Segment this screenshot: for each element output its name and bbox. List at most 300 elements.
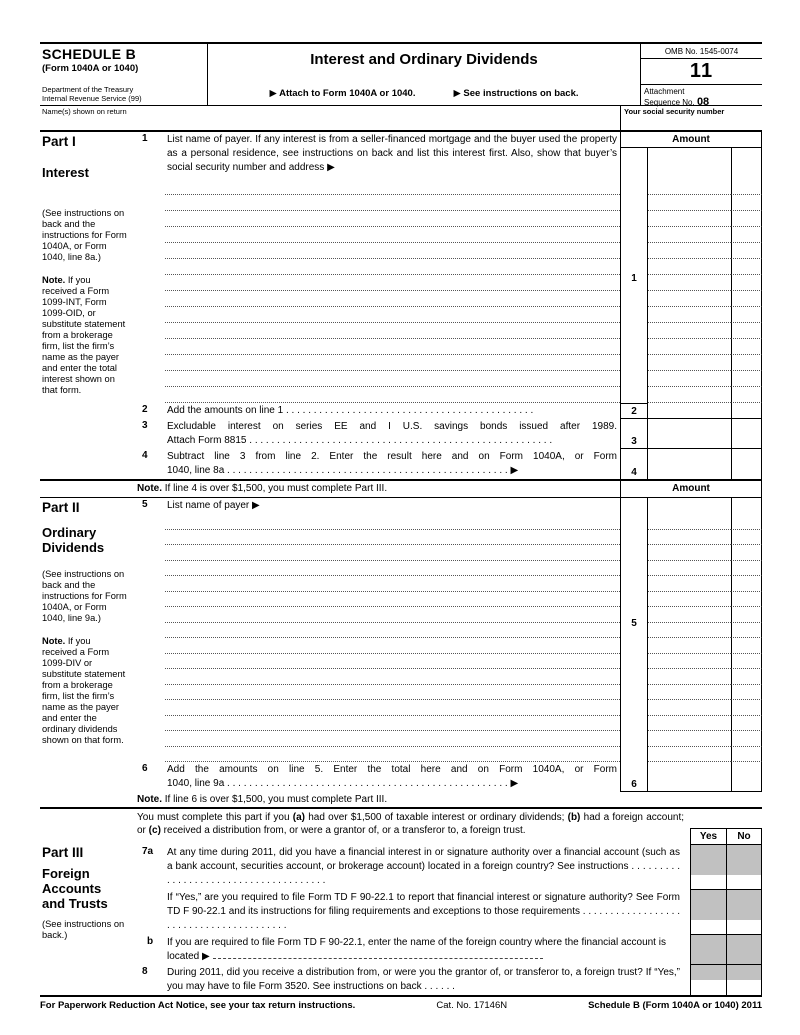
amount-cents-cell[interactable] (731, 371, 762, 387)
amount-cents-cell[interactable] (731, 227, 762, 243)
part1-sidebar-note: Note. If you received a Form 1099-INT, Form 1099-OID, or substitute statement from a brokerage firm, list the firm’s name as the payer and enter the total interest shown on that form. (42, 275, 126, 395)
amount-entry-cell[interactable] (648, 654, 731, 670)
row-spacer (135, 323, 165, 339)
amount-entry-cell[interactable] (648, 623, 731, 639)
question-7a-number: 7a (142, 846, 154, 857)
payer-entry-line[interactable] (165, 195, 620, 211)
payer-entry-line[interactable] (165, 275, 620, 291)
form-header-left (40, 44, 208, 105)
payer-entry-row (135, 685, 762, 701)
payer-entry-row (135, 654, 762, 670)
row-spacer (135, 227, 165, 243)
row-spacer (135, 638, 165, 654)
amount-cents-cell[interactable] (731, 179, 762, 195)
question-7b-no-column (726, 935, 762, 965)
shaded-cell (727, 935, 761, 965)
question-7a2-row (135, 890, 762, 935)
line5-box-column (620, 685, 648, 701)
paperwork-notice: For Paperwork Reduction Act Notice, see your tax return instructions. (40, 1000, 356, 1011)
payer-entry-line[interactable] (165, 607, 620, 623)
question-7a2-yes-column (690, 890, 726, 935)
part2-bottom-note-row (40, 792, 762, 809)
question-7a-no-column (726, 845, 762, 890)
part1-label: Part I (42, 134, 76, 149)
row-spacer (135, 607, 165, 623)
part2-see-instructions: (See instructions on back and the instructions for Form 1040A, or Form 1040, line 9a.) (42, 569, 127, 623)
question-8-no-column (726, 965, 762, 995)
payer-entry-row (135, 243, 762, 259)
payer-entry-row (135, 211, 762, 227)
amount-cents-cell[interactable] (731, 243, 762, 259)
part1-see-instructions: (See instructions on back and the instructions for Form 1040A, or Form 1040, line 8a.) (42, 208, 127, 262)
line1-box-column (620, 211, 648, 227)
payer-entry-row (135, 323, 762, 339)
amount-cents-cell[interactable] (731, 716, 762, 732)
amount-cents-cell[interactable] (731, 607, 762, 623)
part3-sidebar (40, 809, 135, 995)
question-7a-row (135, 845, 762, 890)
part3-title: Foreign Accounts and Trusts (42, 866, 108, 911)
line1-box-column (620, 243, 648, 259)
line4-number: 4 (142, 450, 148, 461)
payer-entry-line[interactable] (165, 243, 620, 259)
part2-sidebar (40, 498, 135, 792)
amount-entry-cell[interactable] (648, 747, 731, 763)
line6-text: Add the amounts on line 5. Enter the total here and on Form 1040A, or Form 1040, line 9a . . . . . . . . . . . . . . . . . . . . . . . . . . . . . . . . . . . . . . . . . . . . . . . . . . . ▶ (167, 764, 617, 790)
amount-cents-cell[interactable] (731, 307, 762, 323)
payer-entry-line[interactable] (165, 179, 620, 195)
payer-entry-line[interactable] (165, 716, 620, 732)
agency-labels (42, 85, 203, 103)
amount-entry-cell[interactable] (648, 514, 731, 530)
see-instruction: ▶ See instructions on back. (453, 88, 579, 99)
line3-amount-cell[interactable] (648, 419, 731, 449)
form-header (40, 42, 762, 106)
line2-number: 2 (142, 404, 148, 415)
amount-cents-cell[interactable] (731, 654, 762, 670)
row-spacer (135, 747, 165, 763)
yes-column-header: Yes (690, 828, 726, 845)
answer-7a-no[interactable] (727, 875, 761, 890)
line2-amount-cell[interactable] (648, 403, 731, 419)
amount-entry-cell[interactable] (648, 716, 731, 732)
sequence-label: Sequence No. (644, 98, 695, 107)
payer-entry-row (135, 561, 762, 577)
part1-title: Interest (42, 165, 89, 180)
payer-entry-row (135, 227, 762, 243)
row-spacer (135, 561, 165, 577)
question-8-text: During 2011, did you receive a distribution from, or were you the grantor of, or transferor to, a foreign trust? If “Yes,” you may have to file Form 3520. See instructions on back . . . . . . (167, 967, 680, 993)
row-spacer (135, 514, 165, 530)
line5-box-column (620, 545, 648, 561)
row-spacer (135, 275, 165, 291)
line2-text: Add the amounts on line 1 . . . . . . . . . . . . . . . . . . . . . . . . . . . . . . . . . . . . . . . . . . . . . (167, 405, 534, 416)
payer-entry-line[interactable] (165, 545, 620, 561)
payer-entry-row (135, 195, 762, 211)
payer-entry-line[interactable] (165, 592, 620, 608)
part3-see-instructions: (See instructions on back.) (42, 919, 125, 940)
row-spacer (135, 291, 165, 307)
question-7a-yes-column (690, 845, 726, 890)
line5-box-column (620, 716, 648, 732)
amount-entry-cell[interactable] (648, 638, 731, 654)
amount-cents-cell[interactable] (731, 561, 762, 577)
line1-box-column (620, 195, 648, 211)
amount-entry-cell[interactable] (648, 700, 731, 716)
line1-box-column (620, 227, 648, 243)
part1-amount-header: Amount (620, 132, 762, 148)
payer-entry-row (135, 259, 762, 275)
amount-cents-cell[interactable] (731, 259, 762, 275)
amount-entry-cell[interactable] (648, 211, 731, 227)
tax-year (641, 59, 762, 85)
line5-box-column (620, 731, 648, 747)
amount-entry-cell[interactable] (648, 387, 731, 403)
amount-cents-cell[interactable] (731, 355, 762, 371)
line2-box: 2 (620, 403, 648, 419)
payer-entry-line[interactable] (165, 259, 620, 275)
question-7a2-number (135, 890, 165, 935)
row-spacer (135, 623, 165, 639)
line3-box: 3 (620, 419, 648, 449)
amount-cents-cell[interactable] (731, 669, 762, 685)
line1-instructions: List name of payer. If any interest is from a seller-financed mortgage and the buyer used the property as a personal residence, see instructions on back and list this interest first. Also, show that buyer’s social security number and address ▶ (167, 134, 617, 174)
payer-entry-line[interactable] (165, 307, 620, 323)
line5-box-column (620, 576, 648, 592)
payer-entry-row (135, 700, 762, 716)
name-field-label: Name(s) shown on return (42, 107, 127, 116)
attachment-label: Attachment (644, 87, 685, 96)
line3-number: 3 (142, 420, 148, 431)
line5-box-column (620, 747, 648, 763)
row-spacer (135, 716, 165, 732)
payer-entry-row (135, 291, 762, 307)
row-spacer (135, 731, 165, 747)
payer-entry-row (135, 275, 762, 291)
line5-box-number: 5 (631, 618, 637, 630)
name-field[interactable] (40, 106, 620, 130)
line5-box-column (620, 638, 648, 654)
payer-entry-line[interactable] (165, 747, 620, 763)
row-spacer (135, 530, 165, 546)
line4-box: 4 (620, 449, 648, 479)
part1-bottom-note-row (40, 479, 762, 498)
line5-box-column (620, 498, 648, 514)
line5-row (135, 498, 762, 514)
line1-box-column (620, 355, 648, 371)
tax-year-suffix: 11 (689, 60, 714, 82)
payer-entry-line[interactable] (165, 530, 620, 546)
answer-8-yes[interactable] (691, 980, 726, 995)
payer-entry-row (135, 339, 762, 355)
row-spacer (135, 355, 165, 371)
part1-section (40, 132, 762, 479)
amount-entry-cell[interactable] (648, 371, 731, 387)
shaded-cell (691, 845, 726, 875)
row-spacer (135, 592, 165, 608)
amount-cents-cell[interactable] (731, 700, 762, 716)
form-reference: (Form 1040A or 1040) (42, 63, 139, 74)
part1-body (135, 132, 762, 479)
payer-entry-row (135, 623, 762, 639)
payer-entry-row (135, 576, 762, 592)
amount-entry-cell[interactable] (648, 561, 731, 577)
amount-cents-cell[interactable] (731, 323, 762, 339)
amount-cents-cell[interactable] (731, 592, 762, 608)
amount-entry-cell[interactable] (648, 339, 731, 355)
amount-entry-cell[interactable] (648, 355, 731, 371)
answer-8-no[interactable] (727, 980, 761, 995)
line6-cents-cell[interactable] (731, 762, 762, 792)
amount-cents-cell[interactable] (731, 576, 762, 592)
part2-sidebar-note: Note. If you received a Form 1099-DIV or substitute statement from a brokerage firm, list the firm’s name as the payer and enter the ordinary dividends shown on that form. (42, 636, 126, 745)
row-spacer (135, 259, 165, 275)
line1-box-number: 1 (631, 273, 637, 285)
amount-cents-cell[interactable] (731, 638, 762, 654)
ssn-field[interactable] (620, 106, 762, 130)
irs-label: Internal Revenue Service (99) (42, 94, 142, 103)
shaded-cell (691, 935, 726, 965)
amount-entry-cell[interactable] (648, 243, 731, 259)
country-entry-line[interactable] (213, 950, 543, 959)
answer-7a2-yes[interactable] (691, 920, 726, 935)
row-spacer (135, 669, 165, 685)
payer-entry-line[interactable] (165, 514, 620, 530)
question-7b-yes-column (690, 935, 726, 965)
payer-entry-row (135, 179, 762, 195)
omb-number: OMB No. 1545-0074 (641, 44, 762, 59)
payer-entry-line[interactable] (165, 561, 620, 577)
row-spacer (135, 243, 165, 259)
line1-box-column (620, 323, 648, 339)
answer-7a2-no[interactable] (727, 920, 761, 935)
line6-amount-cell[interactable] (648, 762, 731, 792)
shaded-cell (691, 890, 726, 920)
amount-entry-cell[interactable] (648, 592, 731, 608)
form-header-right (640, 44, 762, 108)
amount-cents-cell[interactable] (731, 747, 762, 763)
amount-entry-cell[interactable] (648, 545, 731, 561)
payer-entry-row (135, 530, 762, 546)
line3-row (135, 419, 762, 449)
line5-text: List name of payer ▶ (167, 500, 260, 511)
form-header-instructions (212, 88, 636, 99)
payer-entry-row (135, 592, 762, 608)
line4-text: Subtract line 3 from line 2. Enter the result here and on Form 1040A, or Form 1040, line 8a . . . . . . . . . . . . . . . . . . . . . . . . . . . . . . . . . . . . . . . . . . . . . . . . . . . ▶ (167, 451, 617, 477)
payer-entry-line[interactable] (165, 355, 620, 371)
amount-entry-cell[interactable] (648, 259, 731, 275)
part2-payer-entries (135, 514, 762, 762)
question-7b-number: b (147, 936, 154, 947)
line2-cents-cell[interactable] (731, 403, 762, 419)
line5-box-column (620, 700, 648, 716)
amount-entry-cell[interactable] (648, 607, 731, 623)
line6-row (135, 762, 762, 792)
shaded-cell (727, 890, 761, 920)
line1-box-column (620, 387, 648, 403)
line5-box-column (620, 669, 648, 685)
part3-body (135, 809, 762, 995)
line4-amount-cell[interactable] (648, 449, 731, 479)
line5-number: 5 (142, 499, 148, 510)
part2-bottom-note: Note. If line 6 is over $1,500, you must complete Part III. (137, 794, 388, 805)
amount-cents-cell[interactable] (731, 731, 762, 747)
row-spacer (135, 387, 165, 403)
line1-box-column (620, 179, 648, 195)
line1-box-column (620, 339, 648, 355)
amount-entry-cell[interactable] (648, 685, 731, 701)
line3-text: Excludable interest on series EE and I U.S. savings bonds issued after 1989. Attach Form 8815 . . . . . . . . . . . . . . . . . . . . . . . . . . . . . . . . . . . . . . . . . . . . . . . . . . . . . . . (167, 421, 617, 447)
line5-cents-spacer (731, 498, 762, 514)
shaded-cell (727, 965, 761, 980)
payer-entry-row (135, 514, 762, 530)
form-title: Interest and Ordinary Dividends (310, 51, 538, 68)
payer-entry-line[interactable] (165, 211, 620, 227)
part2-amount-header: Amount (620, 481, 762, 497)
row-spacer (135, 700, 165, 716)
payer-entry-row (135, 607, 762, 623)
line1-number: 1 (142, 133, 148, 144)
line5-box-column (620, 592, 648, 608)
part3-section (40, 809, 762, 997)
part3-intro: You must complete this part if you (a) had over $1,500 of taxable interest or ordinary dividends; (b) had a foreign account; or (c) received a distribution from, or were a grantor of, or a transferor to, a foreign trust. (137, 812, 684, 836)
form-footer-id: Schedule B (Form 1040A or 1040) 2011 (588, 1000, 762, 1011)
part1-bottom-note: Note. If line 4 is over $1,500, you must complete Part III. (137, 483, 388, 494)
payer-entry-line[interactable] (165, 669, 620, 685)
amount-cents-cell[interactable] (731, 275, 762, 291)
amount-cents-cell[interactable] (731, 291, 762, 307)
amount-cents-cell[interactable] (731, 530, 762, 546)
catalog-number: Cat. No. 17146N (436, 1000, 508, 1011)
payer-entry-line[interactable] (165, 731, 620, 747)
amount-cents-cell[interactable] (731, 685, 762, 701)
form-sheet (40, 42, 762, 1011)
taxpayer-row (40, 106, 762, 132)
part1-amount-column (620, 132, 762, 179)
payer-entry-line[interactable] (165, 387, 620, 403)
line5-box-column (620, 561, 648, 577)
part3-intro-row (135, 809, 762, 845)
row-spacer (135, 685, 165, 701)
line5-box-column (620, 514, 648, 530)
row-spacer (135, 576, 165, 592)
amount-entry-cell[interactable] (648, 323, 731, 339)
payer-entry-line[interactable] (165, 371, 620, 387)
form-header-center (208, 44, 640, 105)
amount-cents-cell[interactable] (731, 514, 762, 530)
question-8-row (135, 965, 762, 995)
payer-entry-row (135, 387, 762, 403)
part1-sidebar (40, 132, 135, 479)
amount-entry-cell[interactable] (648, 307, 731, 323)
payer-entry-row (135, 307, 762, 323)
question-8-number: 8 (142, 966, 148, 977)
row-spacer (135, 654, 165, 670)
row-spacer (135, 307, 165, 323)
amount-entry-cell[interactable] (648, 195, 731, 211)
line4-row (135, 449, 762, 479)
payer-entry-line[interactable] (165, 638, 620, 654)
line1-box-column (620, 291, 648, 307)
amount-entry-cell[interactable] (648, 227, 731, 243)
amount-entry-cell[interactable] (648, 669, 731, 685)
payer-entry-row (135, 545, 762, 561)
ssn-field-label: Your social security number (624, 107, 725, 116)
form-footer (40, 997, 762, 1011)
question-7a-text: At any time during 2011, did you have a financial interest in or signature authority over a financial account (such as a bank account, securities account, or brokerage account) located in a foreign country? See instructions . . . . . . . . . . . . . . . . . . . . . . . . . . . . . . . . . . . . . . (167, 847, 680, 887)
line5-amount-spacer (648, 498, 731, 514)
payer-entry-line[interactable] (165, 576, 620, 592)
part2-body (135, 498, 762, 792)
payer-entry-row (135, 638, 762, 654)
line4-cents-cell[interactable] (731, 449, 762, 479)
part1-payer-entries (135, 179, 762, 403)
question-7b-text: If you are required to file Form TD F 90-22.1, enter the name of the foreign country where the financial account is located ▶ (167, 937, 666, 963)
payer-entry-line[interactable] (165, 291, 620, 307)
amount-entry-cell[interactable] (648, 179, 731, 195)
row-spacer (135, 179, 165, 195)
question-7a2-text: If “Yes,” are you required to file Form TD F 90-22.1 to report that financial interest or signature authority? See Form TD F 90-22.1 and its instructions for filing requirements and exceptions to those requirements . . . . . . . . . . . . . . . . . . . . . . . . . . . . . . . . . . . . . . . . (167, 892, 681, 932)
amount-entry-cell[interactable] (648, 731, 731, 747)
payer-entry-line[interactable] (165, 623, 620, 639)
payer-entry-row (135, 355, 762, 371)
question-7a2-no-column (726, 890, 762, 935)
payer-entry-line[interactable] (165, 654, 620, 670)
row-spacer (135, 371, 165, 387)
yes-no-header (690, 809, 762, 845)
payer-entry-row (135, 371, 762, 387)
amount-cents-cell[interactable] (731, 211, 762, 227)
sequence-number: 08 (696, 96, 710, 108)
part1-amount-filler (620, 148, 762, 179)
payer-entry-row (135, 669, 762, 685)
payer-entry-line[interactable] (165, 700, 620, 716)
payer-entry-line[interactable] (165, 227, 620, 243)
amount-cents-cell[interactable] (731, 387, 762, 403)
amount-entry-cell[interactable] (648, 530, 731, 546)
part3-label: Part III (42, 845, 84, 860)
shaded-cell (727, 845, 761, 875)
schedule-label: SCHEDULE B (42, 46, 137, 62)
amount-entry-cell[interactable] (648, 576, 731, 592)
payer-entry-row (135, 716, 762, 732)
amount-entry-cell[interactable] (648, 275, 731, 291)
payer-entry-line[interactable] (165, 339, 620, 355)
row-spacer (135, 211, 165, 227)
shaded-cell (691, 965, 726, 980)
amount-cents-cell[interactable] (731, 339, 762, 355)
amount-entry-cell[interactable] (648, 291, 731, 307)
payer-entry-line[interactable] (165, 323, 620, 339)
line1-row (135, 132, 762, 179)
part2-title: Ordinary Dividends (42, 525, 105, 555)
amount-cents-cell[interactable] (731, 545, 762, 561)
line1-box-column (620, 307, 648, 323)
line1-box-column (620, 371, 648, 387)
line5-box-column (620, 654, 648, 670)
amount-cents-cell[interactable] (731, 623, 762, 639)
no-column-header: No (726, 828, 762, 845)
answer-7a-yes[interactable] (691, 875, 726, 890)
line3-cents-cell[interactable] (731, 419, 762, 449)
line6-number: 6 (142, 763, 148, 774)
amount-cents-cell[interactable] (731, 195, 762, 211)
row-spacer (135, 545, 165, 561)
attach-instruction: ▶ Attach to Form 1040A or 1040. (269, 88, 416, 99)
payer-entry-row (135, 731, 762, 747)
row-spacer (135, 339, 165, 355)
payer-entry-line[interactable] (165, 685, 620, 701)
